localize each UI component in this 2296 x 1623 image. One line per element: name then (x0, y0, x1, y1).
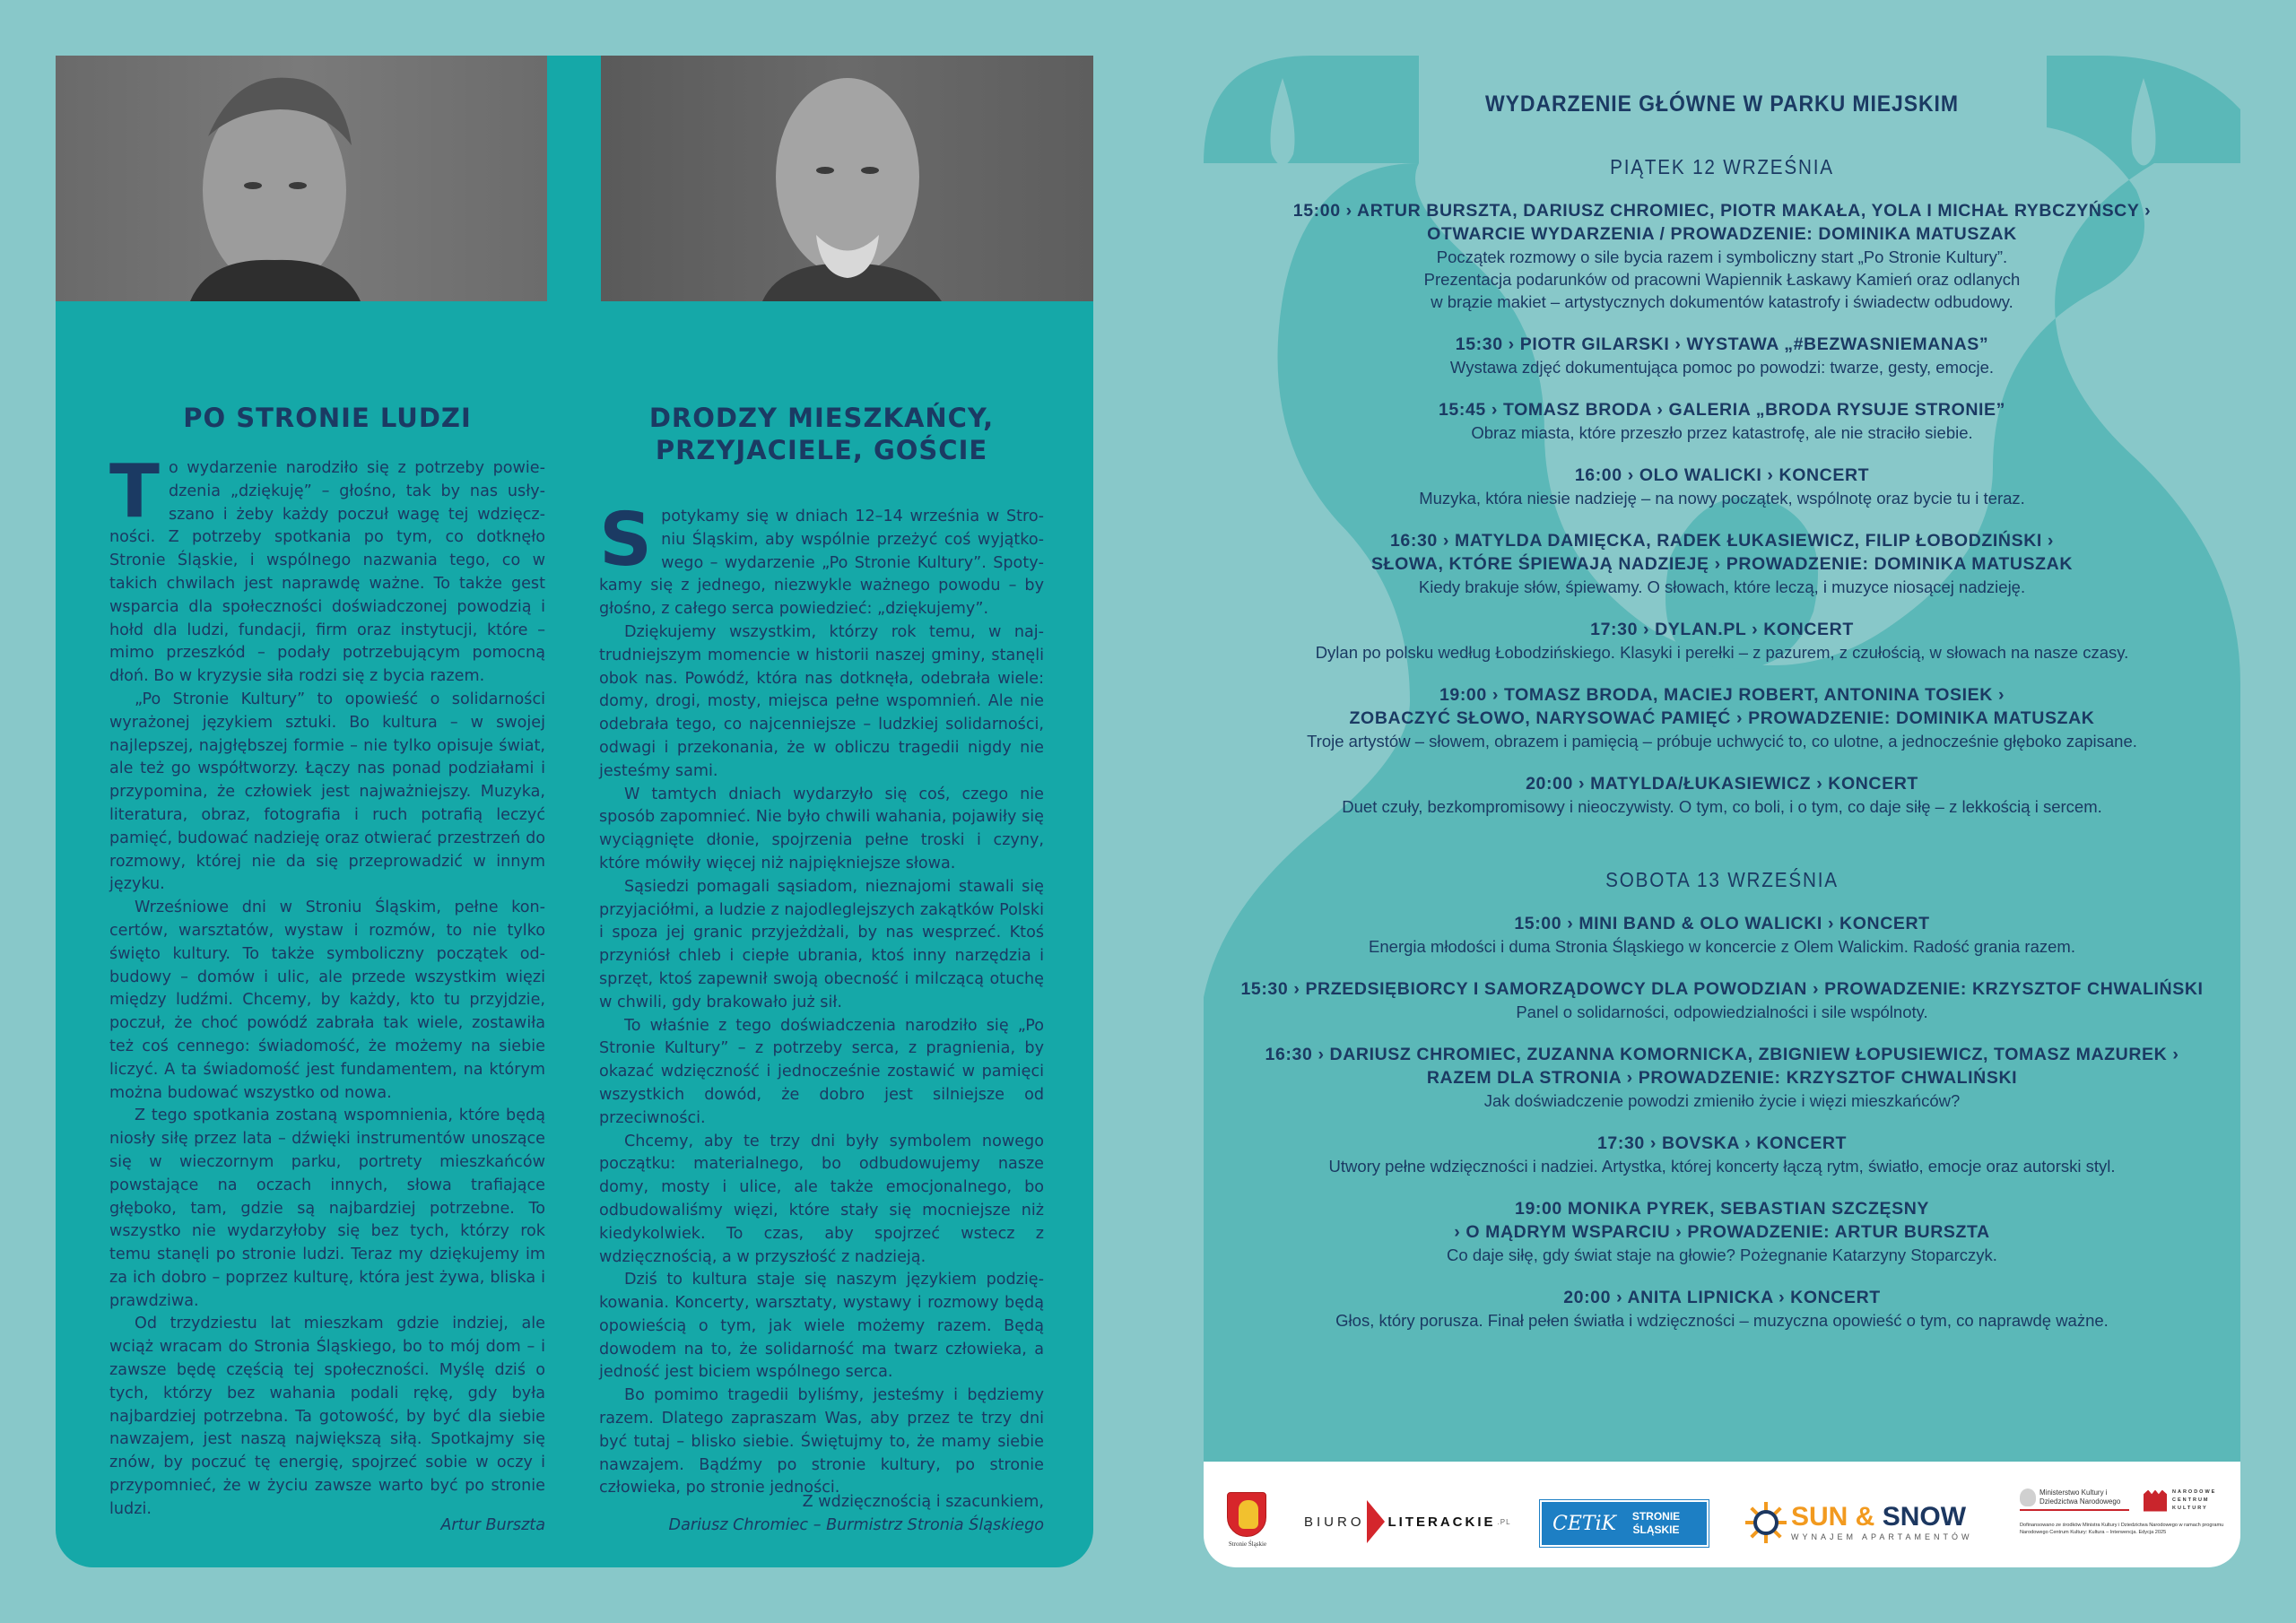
event-description: Co daje siłę, gdy świat staje na głowie? Pożegnanie Katarzyny Stoparczyk. (1447, 1245, 1997, 1264)
event-description: Panel o solidarności, odpowiedzialności i sile wspólnoty. (1516, 1002, 1928, 1021)
event-description: Energia młodości i duma Stronia Śląskiego w koncercie z Olem Walickim. Radość grania razem. (1369, 937, 2075, 956)
signature-name: Dariusz Chromiec – Burmistrz Stronia Śląskiego (668, 1516, 1044, 1534)
event-description: Jak doświadczenie powodzi zmieniło życie i więzi mieszkańców? (1483, 1091, 1961, 1110)
event-item (1204, 683, 2240, 752)
article-title: DRODZY MIESZKAŃCY, PRZYJACIELE, GOŚCIE (648, 403, 995, 465)
event-description: Utwory pełne wdzięczności i nadziei. Artystka, której koncerty łączą rytm, światło, emocje oraz autorski styl. (1328, 1157, 2116, 1176)
day-heading: SOBOTA 13 WRZEŚNIA (1605, 868, 1839, 891)
event-heading: 15:45 › TOMASZ BRODA › GALERIA „BRODA RYSUJE STRONIE” (1438, 400, 2006, 420)
article-drodzy-mieszkancy (599, 325, 1044, 1500)
event-description: Głos, który porusza. Finał pełen światła i wdzięczności – muzyczna opowieść o tym, co naprawdę ważne. (1335, 1311, 2109, 1330)
event-item (1204, 529, 2240, 598)
event-item (1204, 1197, 2240, 1266)
event-description: Początek rozmowy o sile bycia razem i symboliczny start „Po Stronie Kultury”. (1436, 247, 2008, 266)
right-page-panel (1204, 56, 2240, 1567)
article-body (599, 498, 1044, 1500)
eagle-icon (2020, 1488, 2036, 1506)
event-description: Muzyka, która niesie nadzieję – na nowy początek, wspólnotę oraz bycie tu i teraz. (1419, 489, 2025, 508)
paragraph: Spotykamy się w dniach 12–14 września w Stroniu Śląskim, aby wspólnie przeżyć coś wyjątkowego – wydarzenie „Po Stronie Kultury”. Spotykamy się z jednego, niezwykle ważnego powodu – by głośno, z całego serca powiedzieć: „dziękujemy”. (599, 498, 1044, 619)
nck-logo: NARODOWE CENTRUM KULTURY (2144, 1488, 2226, 1513)
event-description: Duet czuły, bezkompromisowy i nieoczywisty. O tym, co boli, i o tym, co daje siłę – z lekkością i sercem. (1342, 797, 2102, 816)
day-heading: PIĄTEK 12 WRZEŚNIA (1610, 155, 1834, 178)
event-heading: 16:30 › MATYLDA DAMIĘCKA, RADEK ŁUKASIEWICZ, FILIP ŁOBODZIŃSKI › (1389, 531, 2055, 551)
paragraph: Chcemy, aby te trzy dni były symbolem nowego początku: materialnego, bo odbudowujemy nasze domy, mosty i ulice, ale także emocjonalnego, bo odbudowaliśmy więzi, które stały się mocniejsze niż kiedykolwiek. To czas, aby spojrzeć wstecz z wdzięcznością, a w przyszłość z nadzieją. (599, 1132, 1044, 1266)
event-heading: 15:30 › PIOTR GILARSKI › WYSTAWA „#BEZWASNIEMANAS” (1455, 334, 1989, 354)
event-heading: ZOBACZYĆ SŁOWO, NARYSOWAĆ PAMIĘĆ › PROWADZENIE: DOMINIKA MATUSZAK (1349, 708, 2095, 728)
event-description: Kiedy brakuje słów, śpiewamy. O słowach, które leczą, i muzyce niosącej nadzieję. (1418, 577, 2026, 596)
event-item (1204, 398, 2240, 444)
event-heading: 20:00 › ANITA LIPNICKA › KONCERT (1563, 1288, 1881, 1307)
event-description: Wystawa zdjęć dokumentująca pomoc po powodzi: twarze, gesty, emocje. (1449, 358, 1995, 377)
sun-icon (1746, 1503, 1786, 1542)
left-page-panel (56, 56, 1093, 1567)
event-heading: 17:30 › DYLAN.PL › KONCERT (1590, 620, 1854, 639)
event-heading: 17:30 › BOVSKA › KONCERT (1596, 1133, 1848, 1153)
paragraph: W tamtych dniach wydarzyło się coś, czego nie sposób zapomnieć. Nie było chwili wahania, pojawiły się wyciągnięte dłonie, spojrzenia pełne troski i czyny, które mówiły więcej niż najpiękniejsze słowa. (599, 785, 1044, 872)
crown-icon (2144, 1490, 2167, 1512)
dropcap: S (599, 498, 653, 583)
paragraph: Sąsiedzi pomagali sąsiadom, nieznajomi stawali się przyjaciółmi, a ludzie z najodleglejszych zakątków Polski i spoza jej granic przyjeżdżali, by nas wesprzeć. Ktoś przyniósł chleb i ciepłe ubrania, ktoś inny narzędzia i sprzęt, ktoś zapewnił swoją obecność i milczącą otuchę w chwili, gdy brakowało już sił. (599, 877, 1044, 1011)
event-item (1204, 1043, 2240, 1112)
event-item (1204, 464, 2240, 509)
portrait-icon (601, 56, 1093, 301)
portrait-icon (56, 56, 547, 301)
signature-dariusz-chromiec (599, 1490, 1044, 1537)
event-heading: 20:00 › MATYLDA/ŁUKASIEWICZ › KONCERT (1526, 774, 1918, 794)
event-description: Troje artystów – słowem, obrazem i pamięcią – próbuje uchwycić to, co ulotne, a jednocześnie głęboko zapisane. (1307, 732, 2137, 751)
paragraph: Dziękujemy wszystkim, którzy rok temu, w najtrudniejszym momencie w historii naszej gminy, stanęli obok nas. Powódź, która nas dotknęła, odebrała wiele: domy, drogi, mosty, miejsca pełne wspomnień. Ale nie odebrała tego, co najcenniejsze – ludzkiej solidarności, odwagi i przekonania, że w obliczu tragedii nigdy nie jesteśmy sami. (599, 622, 1044, 780)
portrait-photo-artur-burszta (56, 56, 547, 301)
article-body (109, 449, 545, 1522)
stronie-slaskie-coat-of-arms-logo: Stronie Śląskie (1227, 1492, 1268, 1555)
event-heading: 15:30 › PRZEDSIĘBIORCY I SAMORZĄDOWCY DLA POWODZIAN › PROWADZENIE: KRZYSZTOF CHWALIŃSKI (1240, 979, 2204, 999)
event-heading: 19:00 › TOMASZ BRODA, MACIEJ ROBERT, ANTONINA TOSIEK › (1439, 685, 2005, 705)
bear-icon (1239, 1500, 1258, 1529)
event-item (1204, 772, 2240, 818)
article-po-stronie-ludzi (109, 325, 545, 1522)
paragraph: Z tego spotkania zostaną wspomnienia, które będą niosły siłę przez lata – dźwięki instrumentów unoszące się w wieczornym parku, portrety mieszkańców powstające na oczach innych, słowa trafiające głęboko, tam, gdzie są najbardziej potrzebne. To wszystko nie wydarzyłoby się bez tych, którzy rok temu stanęli po stronie ludzi. Teraz my dziękujemy im za ich dobro – poprzez kulturę, która jest żywa, bliska i prawdziwa. (109, 1107, 545, 1310)
paragraph: „Po Stronie Kultury” to opowieść o solidarności wyrażonej językiem sztuki. Bo kultura – w swojej najlepszej, najgłębszej formie – nie tylko opisuje świat, ale też go współtworzy. Łączy nas ponad podziałami i przypomina, że człowiek jest najważniejszy. Muzyka, literatura, obraz, fotografia i ruch potrafią leczyć pamięć, budować nadzieję oraz otwierać przestrzeń do rozmowy, której nie da się przeprowadzić w innym języku. (109, 690, 545, 894)
portrait-photo-dariusz-chromiec (601, 56, 1093, 301)
paragraph: Wrześniowe dni w Stroniu Śląskim, pełne koncertów, warsztatów, wystaw i rozmów, to nie tylko święto kultury. To także symboliczny początek odbudowy – domów i ulic, ale przede wszystkim więzi między ludźmi. Chcemy, by każdy, kto tu przyjdzie, poczuł, że choć powódź zabrała tak wiele, zostawiła też coś cennego: świadomość, że możemy na siebie liczyć. A ta świadomość jest fundamentem, na którym można budować wszystko od nowa. (109, 898, 545, 1102)
event-heading: SŁOWA, KTÓRE ŚPIEWAJĄ NADZIEJĘ › PROWADZENIE: DOMINIKA MATUSZAK (1370, 554, 2074, 574)
biuro-literackie-logo: BIURO LITERACKIE .PL (1304, 1499, 1511, 1544)
sponsor-bar (1204, 1462, 2240, 1567)
event-heading: RAZEM DLA STRONIA › PROWADZENIE: KRZYSZTOF CHWALIŃSKI (1426, 1068, 2018, 1088)
paragraph: Dziś to kultura staje się naszym językiem podziękowania. Koncerty, warsztaty, wystawy i rozmowy będą opowieścią o tym, jak wiele możemy razem. Będą dowodem na to, że solidarność ma twarz człowieka, a jedność jest biciem wspólnego serca. (599, 1271, 1044, 1382)
ministry-logo: Ministerstwo Kultury i Dziedzictwa Narodowego (2020, 1488, 2129, 1511)
funding-note: Dofinansowano ze środków Ministra Kultury i Dziedzictwa Narodowego w ramach programu Narodowego Centrum Kultury: Kultura – Interwencja. Edycja 2025 (2020, 1523, 2224, 1535)
event-description: Obraz miasta, które przeszło przez katastrofę, ale nie straciło siebie. (1471, 423, 1973, 442)
event-item (1204, 1286, 2240, 1332)
event-item (1204, 912, 2240, 958)
article-title: PO STRONIE LUDZI (183, 403, 472, 433)
closing-line: Z wdzięcznością i szacunkiem, (802, 1493, 1044, 1511)
dropcap: T (109, 449, 160, 534)
event-heading: › O MĄDRYM WSPARCIU › PROWADZENIE: ARTUR BURSZTA (1454, 1222, 1990, 1242)
event-heading: 15:00 › MINI BAND & OLO WALICKI › KONCERT (1514, 914, 1930, 933)
signature-artur-burszta: Artur Burszta (440, 1516, 545, 1534)
cetik-logo: CETiK STRONIE ŚLĄSKIE (1540, 1500, 1709, 1547)
event-description: Prezentacja podarunków od pracowni Wapiennik Łaskawy Kamień oraz odlanych (1423, 270, 2021, 289)
event-heading: 19:00 MONIKA PYREK, SEBASTIAN SZCZĘSNY (1515, 1199, 1929, 1219)
paragraph: Od trzydziestu lat mieszkam gdzie indziej, ale wciąż wracam do Stronia Śląskiego, bo to mój dom – i zawsze będę częścią tej społeczności. Myślę dziś o tych, którzy bez wahania podali rękę, gdy była najbardziej potrzebna. Ta gotowość, by być dla siebie nawzajem, jest naszą największą siłą. Spotkajmy się znów, by poczuć tę energię, spojrzeć sobie w oczy i przypomnieć, że w życiu zawsze warto być po stronie ludzi. (109, 1315, 545, 1518)
ministry-and-nck-logos (2020, 1488, 2226, 1536)
schedule-title: WYDARZENIE GŁÓWNE W PARKU MIEJSKIM (1485, 91, 1959, 117)
event-item (1204, 977, 2240, 1023)
event-description: w brązie makiet – artystycznych dokumentów katastrofy i świadectw odbudowy. (1431, 292, 2013, 311)
event-heading: 16:00 › OLO WALICKI › KONCERT (1574, 465, 1870, 485)
red-chevron-icon (1367, 1500, 1385, 1543)
event-heading: 15:00 › ARTUR BURSZTA, DARIUSZ CHROMIEC, PIOTR MAKAŁA, YOLA I MICHAŁ RYBCZYŃSCY › (1292, 201, 2152, 221)
event-item (1204, 1132, 2240, 1177)
event-description: Dylan po polsku według Łobodzińskiego. Klasyki i perełki – z pazurem, z czułością, w słowach na nasze czasy. (1315, 643, 2129, 662)
event-heading: OTWARCIE WYDARZENIA / PROWADZENIE: DOMINIKA MATUSZAK (1427, 224, 2017, 244)
event-schedule (1204, 56, 2240, 1332)
sun-and-snow-logo: SUN & SNOW WYNAJEM APARTAMENTÓW (1746, 1496, 1973, 1549)
event-item (1204, 199, 2240, 313)
event-item (1204, 618, 2240, 664)
paragraph: Bo pomimo tragedii byliśmy, jesteśmy i będziemy razem. Dlatego zapraszam Was, aby przez te trzy dni być tutaj – blisko siebie. Świętujmy to, że mamy siebie nawzajem. Bądźmy po stronie kultury, po stronie człowieka, po stronie jedności. (599, 1386, 1044, 1497)
paragraph: To właśnie z tego doświadczenia narodziło się „Po Stronie Kultury” – z potrzeby serca, z pragnienia, by okazać wdzięczność i jednocześnie zostawić w pamięci wszystkich dowód, że dobro jest silniejsze od przeciwności. (599, 1016, 1044, 1127)
coat-of-arms-icon (1227, 1492, 1266, 1537)
event-heading: 16:30 › DARIUSZ CHROMIEC, ZUZANNA KOMORNICKA, ZBIGNIEW ŁOPUSIEWICZ, TOMASZ MAZUREK › (1265, 1045, 2179, 1064)
event-item (1204, 333, 2240, 378)
paragraph: To wydarzenie narodziło się z potrzeby powiedzenia „dziękuję” – głośno, tak by nas usłyszano i żeby każdy poczuł wagę tej wdzięczności. Z potrzeby spotkania po tym, co dotknęło Stronie Śląskie, i wspólnego nazwania tego, co w takich chwilach jest naprawdę ważne. To także gest wsparcia dla społeczności doświadczonej powodzią i hołd dla ludzi, fundacji, firm oraz instytucji, które – mimo przeszkód – podały potrzebującym pomocną dłoń. Bo w kryzysie siła rodzi się z bycia razem. (109, 449, 545, 686)
